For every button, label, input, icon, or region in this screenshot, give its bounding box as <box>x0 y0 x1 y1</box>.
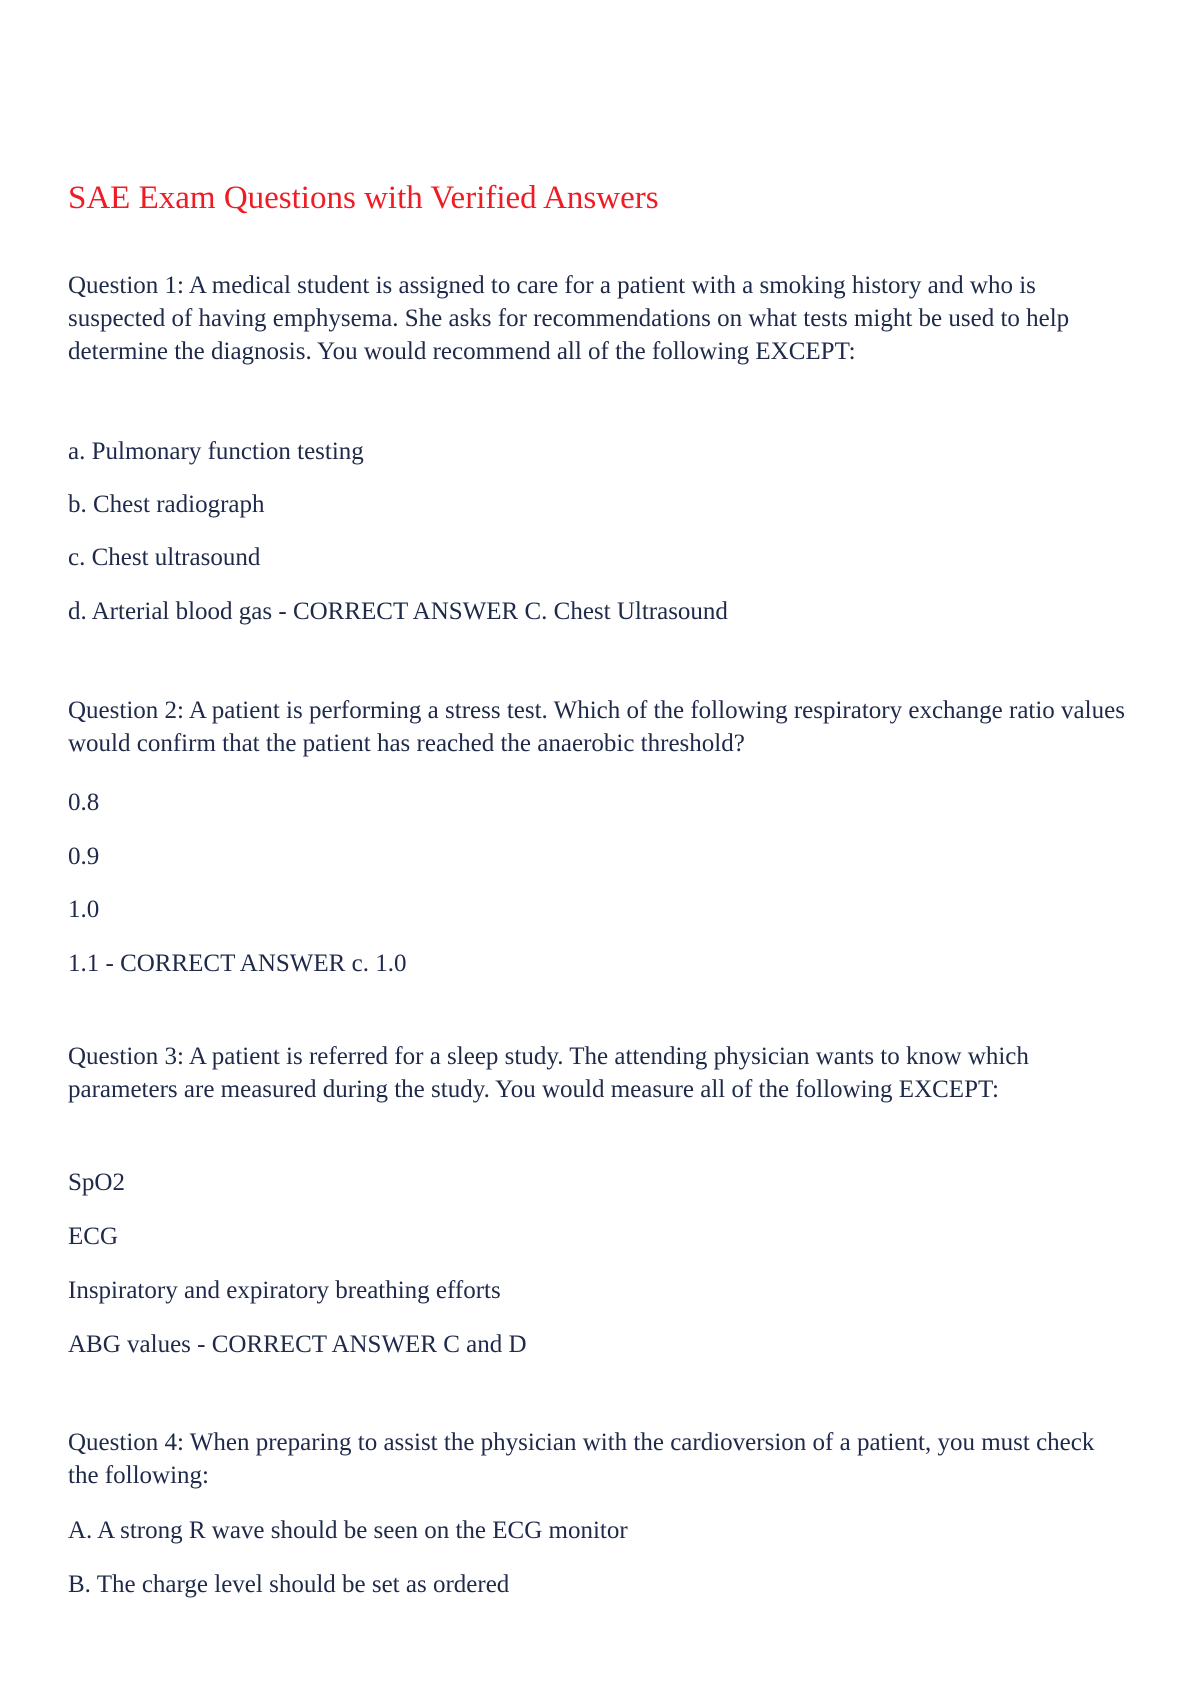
question-3-text: Question 3: A patient is referred for a sleep study. The attending physician wants to know which parameters are measured during the study. You would measure all of the following EXCEPT: <box>68 1043 1029 1103</box>
question-2-option-a: 0.8 <box>68 789 100 816</box>
question-1-option-a: a. Pulmonary function testing <box>68 438 364 465</box>
question-2-option-c: 1.0 <box>68 896 100 923</box>
question-3-option-b: ECG <box>68 1223 118 1250</box>
question-4 <box>68 1426 1128 1492</box>
question-4-option-a: A. A strong R wave should be seen on the ECG monitor <box>68 1517 628 1544</box>
question-3-option-d: ABG values - CORRECT ANSWER C and D <box>68 1331 527 1358</box>
question-3-option-c: Inspiratory and expiratory breathing efforts <box>68 1277 501 1304</box>
document-title: SAE Exam Questions with Verified Answers <box>68 180 659 216</box>
question-4-option-b: B. The charge level should be set as ordered <box>68 1571 510 1598</box>
question-2-option-d: 1.1 - CORRECT ANSWER c. 1.0 <box>68 950 407 977</box>
question-2-text: Question 2: A patient is performing a stress test. Which of the following respiratory exchange ratio values would confirm that the patient has reached the anaerobic threshold? <box>68 697 1125 757</box>
question-3 <box>68 1040 1128 1106</box>
question-1 <box>68 269 1128 368</box>
question-3-option-a: SpO2 <box>68 1169 125 1196</box>
question-2 <box>68 694 1128 760</box>
question-2-option-b: 0.9 <box>68 843 100 870</box>
question-1-option-b: b. Chest radiograph <box>68 491 265 518</box>
question-1-text: Question 1: A medical student is assigned to care for a patient with a smoking history and who is suspected of having emphysema. She asks for recommendations on what tests might be used to help determine the diagnosis. You would recommend all of the following EXCEPT: <box>68 272 1070 365</box>
question-1-option-d: d. Arterial blood gas - CORRECT ANSWER C. Chest Ultrasound <box>68 598 728 625</box>
question-4-text: Question 4: When preparing to assist the physician with the cardioversion of a patient, you must check the following: <box>68 1429 1095 1489</box>
question-1-option-c: c. Chest ultrasound <box>68 544 261 571</box>
